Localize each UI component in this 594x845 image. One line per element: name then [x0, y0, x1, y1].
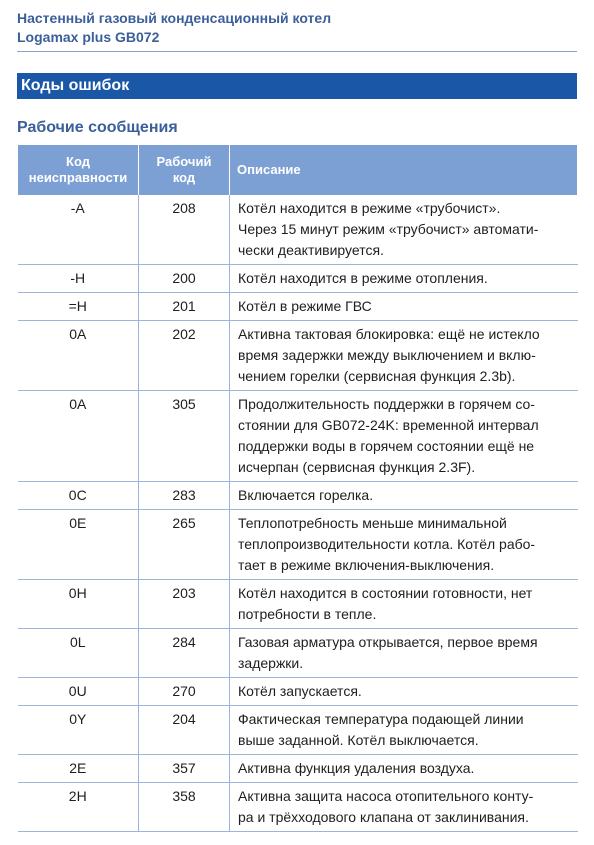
table-row [18, 321, 578, 391]
description-line: Фактическая температура подающей линии [238, 711, 524, 727]
description-line: задержки. [238, 655, 304, 671]
table-row [18, 391, 578, 482]
work-code-cell: 204 [139, 706, 230, 755]
table-header-row [18, 145, 578, 195]
header-title-line-1: Настенный газовый конденсационный котел [17, 10, 332, 26]
description-line: теплопроизводительности котла. Котёл рабо- [238, 536, 536, 552]
description-line: Газовая арматура открывается, первое время [238, 634, 538, 650]
description-line: Котёл находится в режиме отопления. [238, 270, 488, 286]
table-row [18, 482, 578, 510]
table-row [18, 265, 578, 293]
table-row [18, 678, 578, 706]
description-line: Котёл в режиме ГВС [238, 298, 372, 314]
description-line: Активна тактовая блокировка: ещё не истекло [238, 326, 540, 342]
work-code-cell: 202 [139, 321, 230, 391]
description-line: Продолжительность поддержки в горячем со- [238, 396, 535, 412]
work-code-cell: 203 [139, 580, 230, 629]
table-row [18, 629, 578, 678]
description-cell [230, 783, 578, 832]
work-code-cell: 357 [139, 755, 230, 783]
work-code-cell: 208 [139, 195, 230, 265]
description-line: стоянии для GB072-24K: временной интервал [238, 417, 539, 433]
description-line: ра и трёхходового клапана от заклинивания. [238, 809, 529, 825]
work-code-cell: 201 [139, 293, 230, 321]
table-body [18, 195, 578, 832]
description-cell [230, 321, 578, 391]
header-title-line-2: Logamax plus GB072 [17, 29, 160, 45]
description-cell [230, 195, 578, 265]
table-row [18, 510, 578, 580]
column-header-fault-code: Код неисправности [18, 145, 139, 195]
fault-code-cell: 0E [18, 510, 139, 580]
work-code-cell: 200 [139, 265, 230, 293]
description-line: Котёл находится в режиме «трубочист». [238, 200, 501, 216]
description-cell [230, 755, 578, 783]
table-row [18, 783, 578, 832]
work-code-cell: 284 [139, 629, 230, 678]
work-code-cell: 265 [139, 510, 230, 580]
fault-code-cell: 0A [18, 391, 139, 482]
description-line: исчерпан (сервисная функция 2.3F). [238, 459, 476, 475]
table-row [18, 293, 578, 321]
description-line: чением горелки (сервисная функция 2.3b). [238, 368, 516, 384]
description-line: поддержки воды в горячем состоянии ещё не [238, 438, 535, 454]
description-cell [230, 510, 578, 580]
column-header-work-code: Рабочий код [139, 145, 230, 195]
description-line: Активна защита насоса отопительного конту- [238, 788, 534, 804]
section-title-bar: Коды ошибок [17, 73, 577, 99]
description-cell [230, 678, 578, 706]
column-header-description: Описание [230, 145, 578, 195]
fault-code-cell: 0C [18, 482, 139, 510]
fault-code-cell: 0U [18, 678, 139, 706]
fault-code-cell: -H [18, 265, 139, 293]
description-cell [230, 391, 578, 482]
work-code-cell: 283 [139, 482, 230, 510]
table-row [18, 755, 578, 783]
fault-code-cell: =H [18, 293, 139, 321]
fault-code-cell: 2E [18, 755, 139, 783]
table-row [18, 195, 578, 265]
description-line: Через 15 минут режим «трубочист» автомати- [238, 221, 539, 237]
description-line: время задержки между выключением и вклю- [238, 347, 536, 363]
table-row [18, 580, 578, 629]
description-cell [230, 706, 578, 755]
fault-code-cell: 0H [18, 580, 139, 629]
fault-code-cell: 0Y [18, 706, 139, 755]
description-cell [230, 293, 578, 321]
fault-code-cell: 0L [18, 629, 139, 678]
fault-code-cell: -A [18, 195, 139, 265]
description-line: чески деактивируется. [238, 242, 384, 258]
description-line: Теплопотребность меньше минимальной [238, 515, 507, 531]
description-line: Активна функция удаления воздуха. [238, 760, 475, 776]
header-divider [17, 51, 577, 52]
description-line: Котёл запускается. [238, 683, 362, 699]
fault-code-cell: 0A [18, 321, 139, 391]
description-cell [230, 265, 578, 293]
work-code-cell: 358 [139, 783, 230, 832]
description-line: потребности в тепле. [238, 606, 377, 622]
description-line: Включается горелка. [238, 487, 374, 503]
description-cell [230, 482, 578, 510]
work-code-cell: 305 [139, 391, 230, 482]
subsection-title: Рабочие сообщения [17, 119, 178, 136]
codes-table [17, 145, 578, 832]
description-cell [230, 580, 578, 629]
work-code-cell: 270 [139, 678, 230, 706]
document-header [17, 9, 577, 47]
fault-code-cell: 2H [18, 783, 139, 832]
description-line: Котёл находится в состоянии готовности, нет [238, 585, 533, 601]
description-line: тает в режиме включения-выключения. [238, 557, 495, 573]
table-row [18, 706, 578, 755]
description-cell [230, 629, 578, 678]
description-line: выше заданной. Котёл выключается. [238, 732, 479, 748]
